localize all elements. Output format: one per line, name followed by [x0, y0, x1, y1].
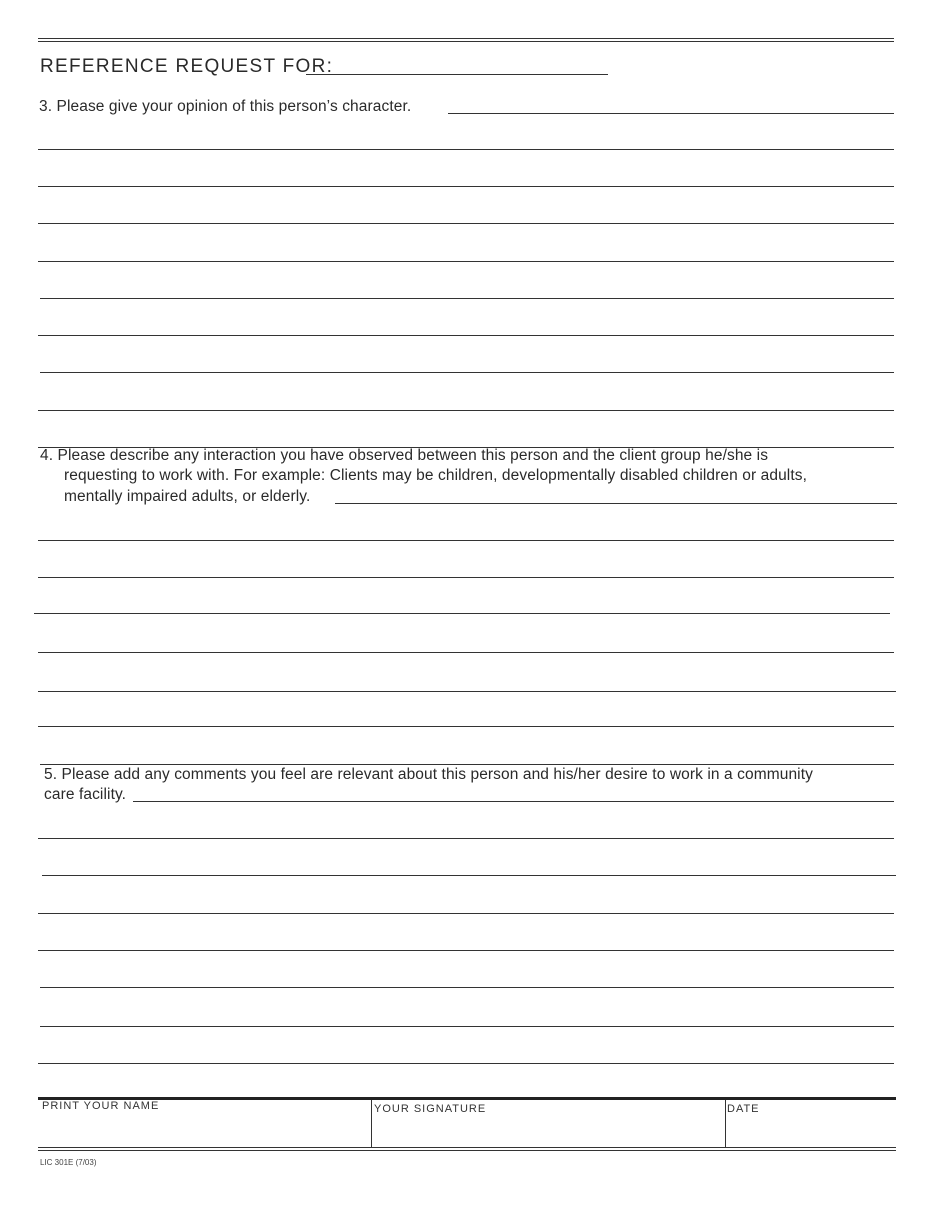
- question-5-line2: care facility.: [44, 786, 127, 803]
- q5-answer-line[interactable]: [38, 913, 894, 914]
- q3-answer-line[interactable]: [38, 335, 894, 336]
- question-4-line1: 4. Please describe any interaction you have observed between this person and the client group he/she is: [40, 447, 769, 464]
- top-rule: [38, 38, 894, 39]
- q5-answer-line[interactable]: [42, 875, 896, 876]
- footer-top-rule: [38, 1097, 896, 1100]
- date-field[interactable]: [726, 1118, 894, 1146]
- q4-answer-line[interactable]: [38, 652, 894, 653]
- q5-answer-line[interactable]: [40, 987, 894, 988]
- question-4-line2: requesting to work with. For example: Clients may be children, developmentally disabled children or adults,: [64, 467, 808, 484]
- q4-answer-line[interactable]: [38, 726, 894, 727]
- form-title: REFERENCE REQUEST FOR:: [40, 56, 334, 77]
- print-name-label: PRINT YOUR NAME: [42, 1100, 160, 1112]
- q3-answer-line[interactable]: [40, 372, 894, 373]
- q4-answer-line[interactable]: [38, 691, 896, 692]
- q3-answer-line[interactable]: [38, 186, 894, 187]
- q4-answer-line-0[interactable]: [335, 503, 897, 504]
- question-5-line1: 5. Please add any comments you feel are relevant about this person and his/her desire to work in a community: [44, 766, 813, 783]
- q4-answer-line[interactable]: [38, 577, 894, 578]
- footer-bottom-rule: [38, 1147, 896, 1148]
- q5-answer-line[interactable]: [38, 838, 894, 839]
- q3-answer-line[interactable]: [38, 223, 894, 224]
- q5-answer-line-0[interactable]: [133, 801, 894, 802]
- q4-answer-line[interactable]: [34, 613, 890, 614]
- form-id: LIC 301E (7/03): [40, 1158, 97, 1167]
- q4-answer-line[interactable]: [40, 764, 894, 765]
- reference-name-field[interactable]: [306, 74, 608, 75]
- footer-bottom-rule-2: [38, 1150, 896, 1151]
- q5-answer-line[interactable]: [38, 950, 894, 951]
- q3-answer-line-0[interactable]: [448, 113, 894, 114]
- print-name-field[interactable]: [38, 1114, 370, 1146]
- signature-field[interactable]: [372, 1118, 724, 1146]
- q3-answer-line[interactable]: [38, 149, 894, 150]
- q3-answer-line[interactable]: [38, 410, 894, 411]
- q5-answer-line[interactable]: [38, 1063, 894, 1064]
- signature-label: YOUR SIGNATURE: [374, 1103, 487, 1115]
- q3-answer-line[interactable]: [38, 261, 894, 262]
- question-4-line3: mentally impaired adults, or elderly.: [64, 488, 311, 505]
- top-rule-2: [38, 41, 894, 42]
- q3-answer-line[interactable]: [40, 298, 894, 299]
- question-3-label: 3. Please give your opinion of this person’s character.: [39, 98, 412, 115]
- date-label: DATE: [727, 1103, 760, 1115]
- q4-answer-line[interactable]: [38, 540, 894, 541]
- q5-answer-line[interactable]: [40, 1026, 894, 1027]
